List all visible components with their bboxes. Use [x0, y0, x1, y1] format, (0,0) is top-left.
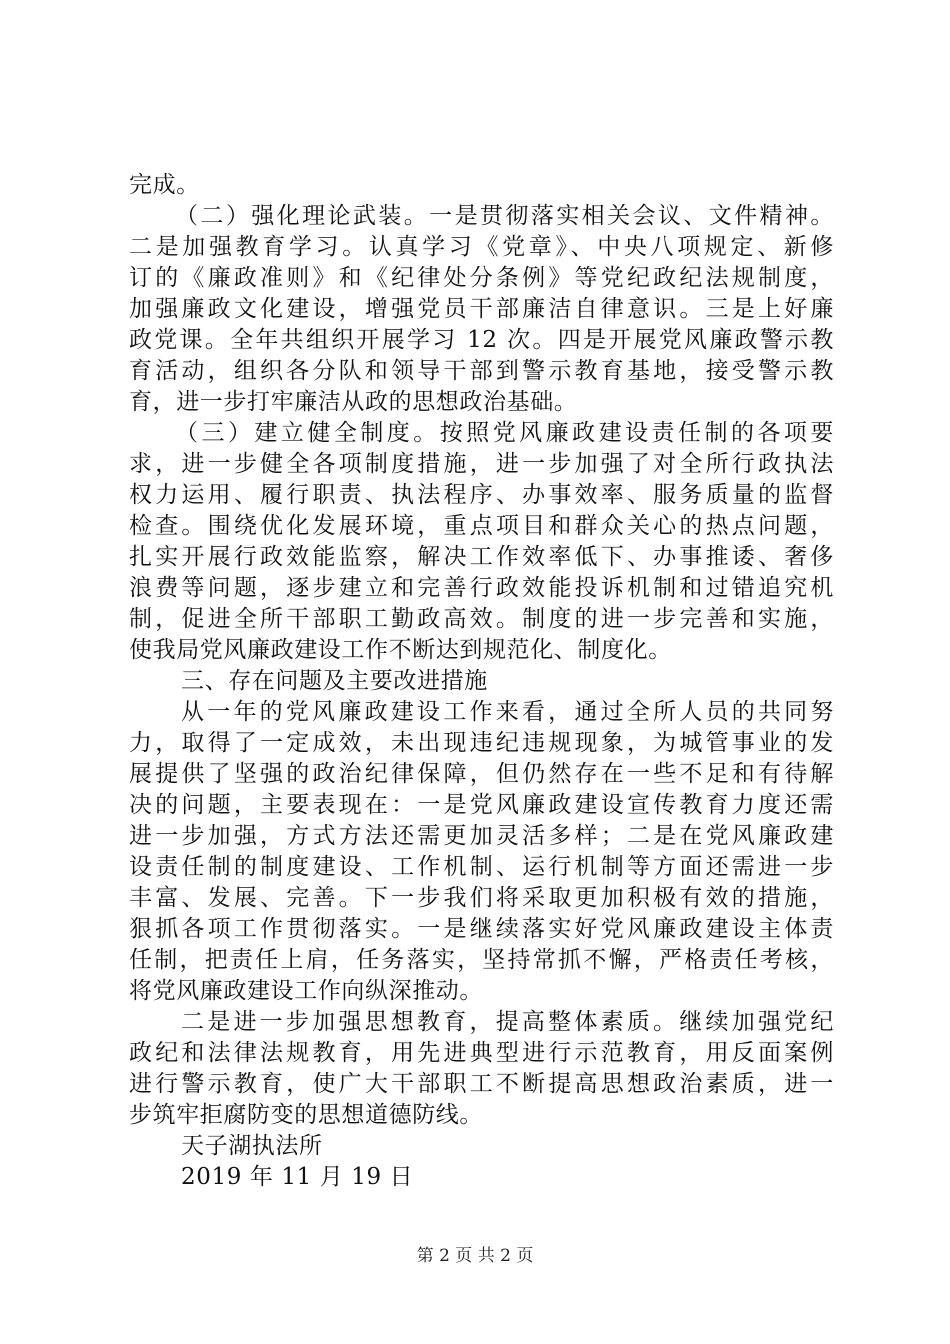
text-line: 订的《廉政准则》和《纪律处分条例》等党纪政纪法规制度，: [129, 265, 834, 291]
text-line: 扎实开展行政效能监察，解决工作效率低下、办事推诿、奢侈: [129, 544, 834, 570]
section-heading: 三、存在问题及主要改进措施: [181, 668, 488, 694]
text-line: 浪费等问题，逐步建立和完善行政效能投诉机制和过错追究机: [129, 575, 834, 601]
text-line: 加强廉政文化建设，增强党员干部廉洁自律意识。三是上好廉: [129, 296, 834, 322]
text-line: 力，取得了一定成效，未出现违纪违规现象，为城管事业的发: [129, 730, 834, 756]
signature-organization: 天子湖执法所: [181, 1133, 323, 1159]
signature-date: 2019 年 11 月 19 日: [181, 1164, 414, 1190]
text-line: 从一年的党风廉政建设工作来看，通过全所人员的共同努: [181, 699, 834, 725]
text-line: 二是加强教育学习。认真学习《党章》、中央八项规定、新修: [129, 234, 834, 260]
text-line: （三）建立健全制度。按照党风廉政建设责任制的各项要: [175, 420, 834, 446]
text-line: 任制，把责任上肩，任务落实，坚持常抓不懈，严格责任考核，: [129, 947, 834, 973]
text-line: 进行警示教育，使广大干部职工不断提高思想政治素质，进一: [129, 1071, 834, 1097]
text-line: 政党课。全年共组织开展学习 12 次。四是开展党风廉政警示教: [129, 327, 834, 353]
text-line: 完成。: [129, 172, 200, 198]
text-line: 使我局党风廉政建设工作不断达到规范化、制度化。: [129, 637, 672, 663]
text-line: 将党风廉政建设工作向纵深推动。: [129, 978, 483, 1004]
text-line: 检查。围绕优化发展环境，重点项目和群众关心的热点问题，: [129, 513, 834, 539]
document-body: [129, 170, 834, 1193]
text-line: 育活动，组织各分队和领导干部到警示教育基地，接受警示教: [129, 358, 834, 384]
text-line: 进一步加强，方式方法还需更加灵活多样；二是在党风廉政建: [129, 823, 834, 849]
text-line: 育，进一步打牢廉洁从政的思想政治基础。: [129, 389, 578, 415]
text-line: 决的问题，主要表现在：一是党风廉政建设宣传教育力度还需: [129, 792, 834, 818]
page-number-footer: 第 2 页 共 2 页: [416, 1246, 534, 1266]
text-line: 权力运用、履行职责、执法程序、办事效率、服务质量的监督: [129, 482, 834, 508]
text-line: （二）强化理论武装。一是贯彻落实相关会议、文件精神。: [175, 203, 834, 229]
text-line: 求，进一步健全各项制度措施，进一步加强了对全所行政执法: [129, 451, 834, 477]
text-line: 步筑牢拒腐防变的思想道德防线。: [129, 1102, 483, 1128]
text-line: 二是进一步加强思想教育，提高整体素质。继续加强党纪: [181, 1009, 834, 1035]
text-line: 展提供了坚强的政治纪律保障，但仍然存在一些不足和有待解: [129, 761, 834, 787]
text-line: 设责任制的制度建设、工作机制、运行机制等方面还需进一步: [129, 854, 834, 880]
text-line: 狠抓各项工作贯彻落实。一是继续落实好党风廉政建设主体责: [129, 916, 834, 942]
text-line: 政纪和法律法规教育，用先进典型进行示范教育，用反面案例: [129, 1040, 834, 1066]
text-line: 丰富、发展、完善。下一步我们将采取更加积极有效的措施，: [129, 885, 834, 911]
text-line: 制，促进全所干部职工勤政高效。制度的进一步完善和实施，: [129, 606, 834, 632]
